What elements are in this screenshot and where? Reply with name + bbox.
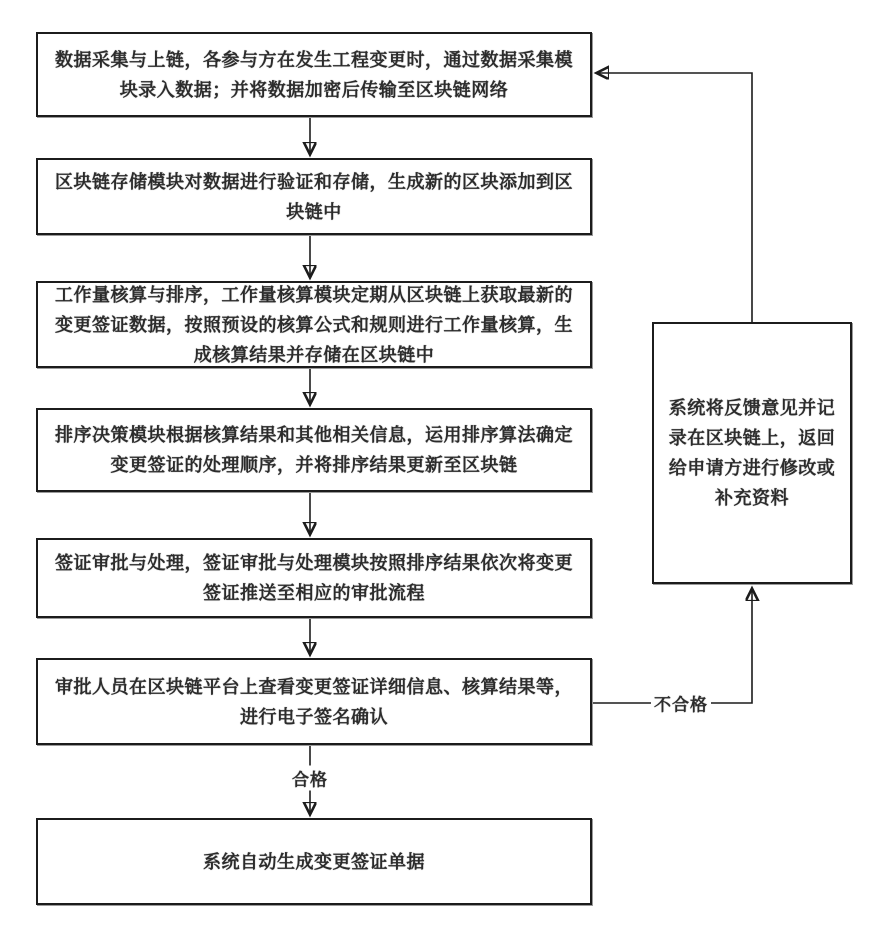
flow-step-feedback [652,322,852,584]
flow-step-text: 排序决策模块根据核算结果和其他相关信息，运用排序算法确定变更签证的处理顺序，并将排序结果更新至区块链 [55,425,573,475]
edge-label-fail: 不合格 [651,691,711,716]
edge-label-pass: 合格 [289,766,331,791]
flow-step-data-collection [36,32,592,117]
flow-step-text: 系统将反馈意见并记录在区块链上，返回给申请方进行修改或补充资料 [668,398,836,508]
flow-step-text: 审批人员在区块链平台上查看变更签证详细信息、核算结果等，进行电子签名确认 [55,676,573,727]
flow-step-text: 签证审批与处理，签证审批与处理模块按照排序结果依次将变更签证推送至相应的审批流程 [55,553,573,603]
flow-step-block-storage [36,158,592,235]
flow-step-text: 数据采集与上链，各参与方在发生工程变更时，通过数据采集模块录入数据；并将数据加密后传输至区块链网络 [55,49,573,100]
arrow-step6-feedback-fail [592,590,752,703]
flow-step-generate-document [36,818,592,905]
flow-step-approver-review [36,658,592,745]
flow-step-text: 工作量核算与排序，工作量核算模块定期从区块链上获取最新的变更签证数据，按照预设的核算公式和规则进行工作量核算，生成核算结果并存储在区块链中 [55,284,573,365]
flow-step-text: 区块链存储模块对数据进行验证和存储，生成新的区块添加到区块链中 [55,171,573,222]
flow-step-visa-approval [36,538,592,618]
flow-step-text: 系统自动生成变更签证单据 [203,851,425,872]
flow-step-sorting-decision [36,408,592,492]
flow-step-workload-accounting [36,281,592,368]
arrow-feedback-step1 [598,73,752,322]
